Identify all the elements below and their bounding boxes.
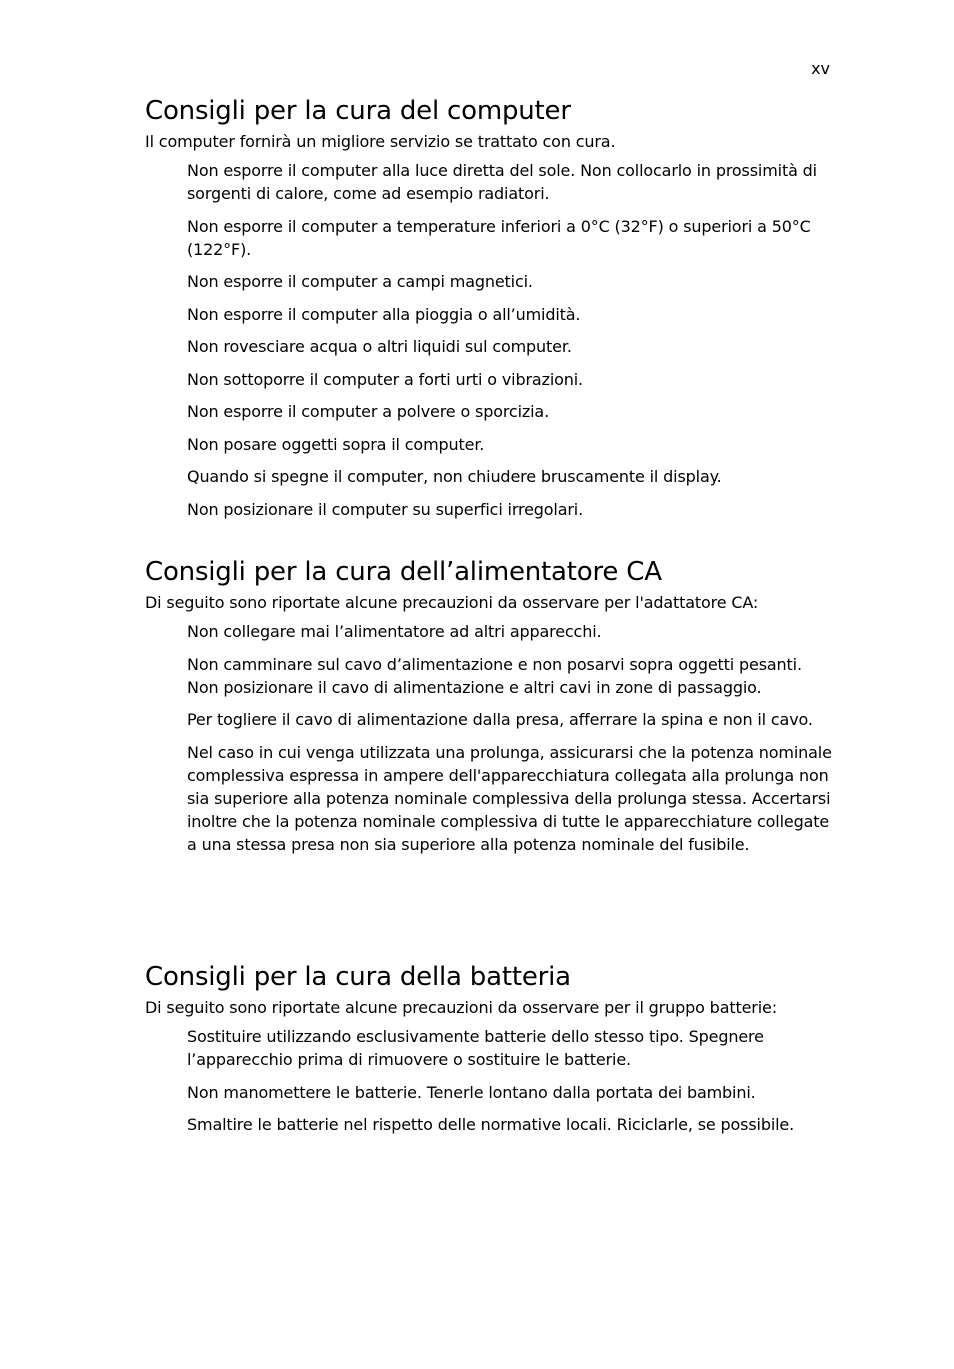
section-intro: Di seguito sono riportate alcune precauzioni da osservare per l'adattatore CA: xyxy=(145,593,759,612)
section-computer-care xyxy=(145,94,835,530)
list-item: Non posizionare il computer su superfici irregolari. xyxy=(187,499,584,519)
list-item: Non esporre il computer alla luce diretta del sole. Non collocarlo in prossimità di sorgenti di calore, come ad esempio radiatori. xyxy=(187,161,817,203)
list-item: Nel caso in cui venga utilizzata una prolunga, assicurarsi che la potenza nominale complessiva espressa in ampere dell'apparecchiatura collegata alla prolunga non sia superiore alla potenza nominale complessiva della prolunga stessa. Accertarsi inoltre che la potenza nominale complessiva di tutte le apparecchiature collegate a una stessa presa non sia superiore alla potenza nominale del fusibile. xyxy=(187,742,832,854)
list-item: Non esporre il computer a temperature inferiori a 0°C (32°F) o superiori a 50°C (122°F). xyxy=(187,216,811,259)
list-item: Quando si spegne il computer, non chiudere bruscamente il display. xyxy=(187,467,722,486)
precaution-list xyxy=(187,1025,832,1136)
list-item: Non esporre il computer a campi magnetici. xyxy=(187,272,533,291)
page-number: xv xyxy=(811,59,830,78)
list-item: Non manomettere le batterie. Tenerle lontano dalla portata dei bambini. xyxy=(187,1082,756,1102)
section-title: Consigli per la cura del computer xyxy=(145,96,571,126)
section-title: Consigli per la cura dell’alimentatore CA xyxy=(145,557,662,587)
list-item: Non esporre il computer alla pioggia o all’umidità. xyxy=(187,304,581,324)
section-intro: Il computer fornirà un migliore servizio se trattato con cura. xyxy=(145,132,616,151)
list-item: Non sottoporre il computer a forti urti o vibrazioni. xyxy=(187,369,583,389)
list-item: Non posare oggetti sopra il computer. xyxy=(187,434,485,454)
section-title: Consigli per la cura della batteria xyxy=(145,962,571,992)
list-item: Per togliere il cavo di alimentazione dalla presa, afferrare la spina e non il cavo. xyxy=(187,710,813,729)
list-item: Smaltire le batterie nel rispetto delle normative locali. Riciclarle, se possibile. xyxy=(187,1115,795,1134)
list-item: Non collegare mai l’alimentatore ad altri apparecchi. xyxy=(187,622,602,641)
section-ac-adapter-care xyxy=(145,555,835,865)
list-item: Non esporre il computer a polvere o sporcizia. xyxy=(187,402,549,421)
list-item: Non camminare sul cavo d’alimentazione e non posarvi sopra oggetti pesanti. Non posizionare il cavo di alimentazione e altri cavi in zone di passaggio. xyxy=(187,654,802,697)
list-item: Non rovesciare acqua o altri liquidi sul computer. xyxy=(187,337,572,356)
list-item: Sostituire utilizzando esclusivamente batterie dello stesso tipo. Spegnere l’apparecchio prima di rimuovere o sostituire le batterie. xyxy=(187,1027,764,1069)
precaution-list xyxy=(187,620,832,856)
section-intro: Di seguito sono riportate alcune precauzioni da osservare per il gruppo batterie: xyxy=(145,998,777,1017)
section-battery-care xyxy=(145,960,835,1146)
precaution-list xyxy=(187,159,832,521)
